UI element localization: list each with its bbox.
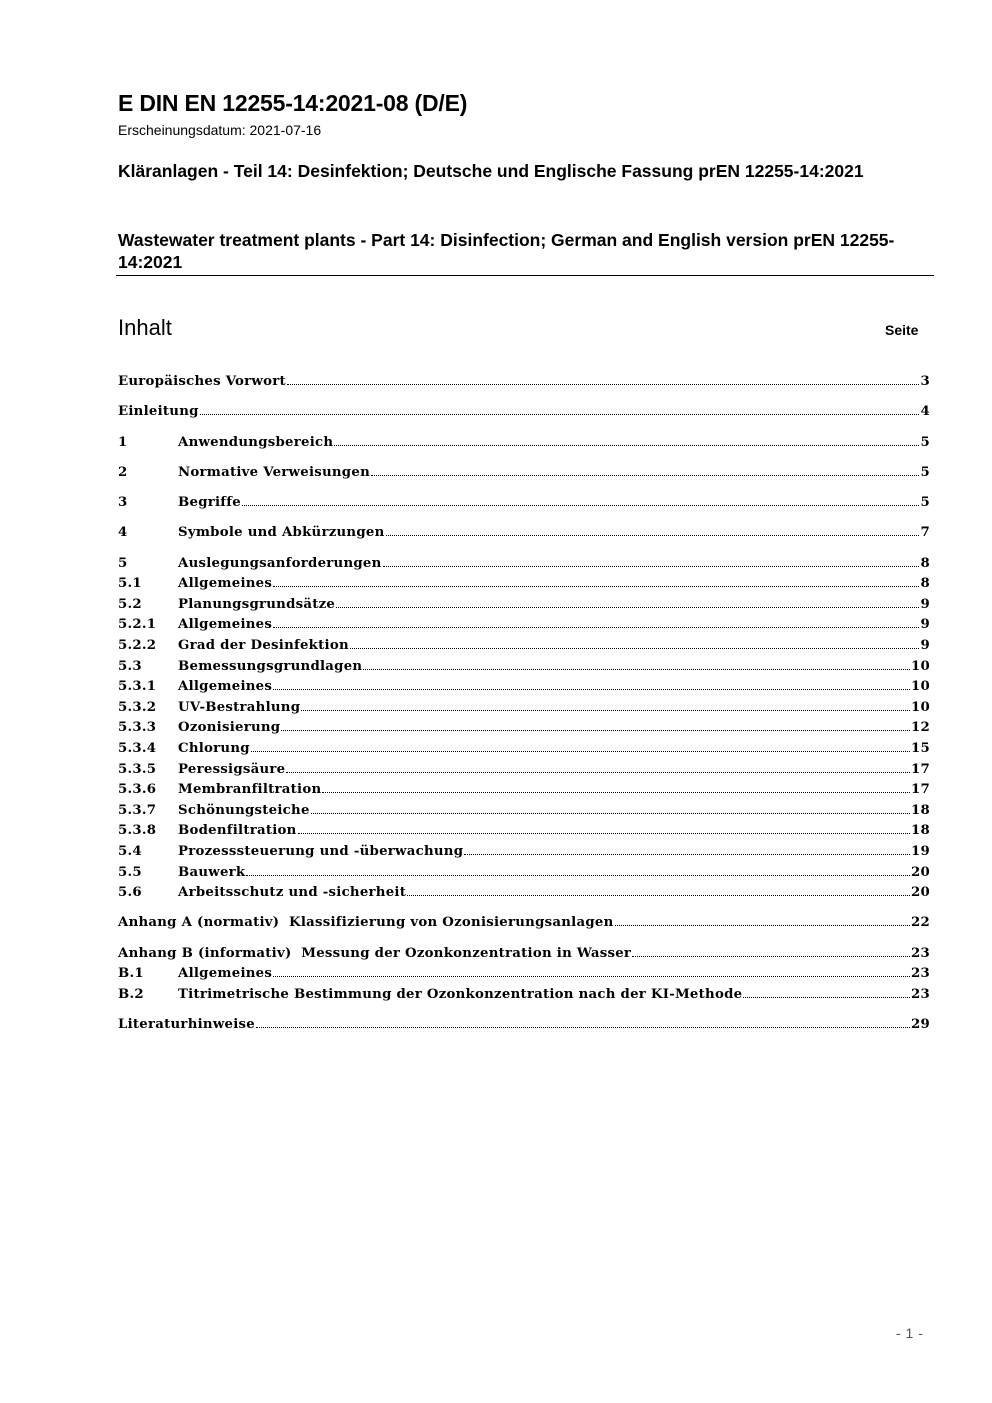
toc-entry-title: Anwendungsbereich: [178, 434, 334, 450]
toc-entry-number: 5.3.3: [118, 720, 157, 736]
toc-entry[interactable]: [118, 883, 930, 904]
toc-leader-dots: [322, 780, 910, 793]
toc-entry-number: 2: [118, 464, 128, 480]
toc-entry[interactable]: [118, 964, 930, 985]
toc-leader-dots: [298, 821, 910, 834]
toc-entry[interactable]: [118, 554, 930, 575]
toc-entry-title: Arbeitsschutz und -sicherheit: [178, 885, 407, 901]
table-of-contents: [118, 372, 930, 1036]
toc-entry-title: Bodenfiltration: [178, 823, 297, 839]
toc-entry-title: Literaturhinweise: [118, 1017, 255, 1033]
toc-entry-page: 15: [910, 741, 930, 757]
toc-entry-page: 9: [920, 617, 930, 633]
toc-entry-page: 9: [920, 638, 930, 654]
toc-entry-number: 5.3.4: [118, 741, 157, 757]
toc-entry-title: Titrimetrische Bestimmung der Ozonkonzentration nach der KI-Methode: [178, 986, 743, 1002]
toc-entry-page: 5: [920, 434, 930, 450]
toc-leader-dots: [286, 760, 910, 773]
toc-leader-dots: [407, 883, 910, 896]
toc-entry-number: 5.2.2: [118, 638, 157, 654]
toc-leader-dots: [281, 718, 910, 731]
toc-entry[interactable]: [118, 1015, 930, 1036]
toc-leader-dots: [363, 657, 910, 670]
title-german: Kläranlagen - Teil 14: Desinfektion; Deutsche und Englische Fassung prEN 12255-14:2021: [118, 161, 864, 181]
toc-entry-page: 5: [920, 464, 930, 480]
toc-heading: Inhalt: [118, 315, 172, 340]
toc-entry-page: 18: [910, 823, 930, 839]
toc-entry[interactable]: [118, 402, 930, 423]
toc-leader-dots: [334, 433, 919, 446]
toc-entry-number: 5.3.8: [118, 823, 157, 839]
toc-entry[interactable]: [118, 801, 930, 822]
toc-entry-page: 17: [910, 761, 930, 777]
toc-leader-dots: [632, 944, 910, 957]
toc-entry-title: Symbole und Abkürzungen: [178, 525, 385, 541]
toc-entry-page: 29: [910, 1017, 930, 1033]
toc-entry[interactable]: [118, 698, 930, 719]
toc-entry-title: Auslegungsanforderungen: [178, 555, 382, 571]
toc-leader-dots: [743, 985, 910, 998]
toc-entry-page: 20: [910, 885, 930, 901]
toc-leader-dots: [464, 842, 910, 855]
toc-leader-dots: [273, 677, 910, 690]
toc-entry-title: Chlorung: [178, 741, 250, 757]
toc-entry-title: Normative Verweisungen: [178, 464, 370, 480]
toc-entry-page: 10: [910, 658, 930, 674]
toc-entry-number: 5.4: [118, 844, 142, 859]
toc-entry-page: 19: [910, 844, 930, 859]
toc-entry-number: B.2: [118, 986, 144, 1002]
toc-entry-page: 7: [920, 525, 930, 541]
toc-leader-dots: [273, 615, 919, 628]
toc-entry-number: 3: [118, 495, 128, 511]
toc-entry-title: Anhang B (informativ) Messung der Ozonkonzentration in Wasser: [118, 945, 632, 961]
toc-entry-number: 5.3.2: [118, 699, 157, 715]
toc-entry-number: 5: [118, 555, 128, 571]
toc-entry-page: 8: [920, 555, 930, 571]
toc-entry[interactable]: [118, 595, 930, 616]
toc-leader-dots: [200, 402, 920, 415]
toc-leader-dots: [256, 1015, 910, 1028]
toc-entry-title: Allgemeines: [178, 966, 273, 982]
toc-entry-title: Ozonisierung: [178, 720, 281, 736]
toc-entry[interactable]: [118, 780, 930, 801]
toc-entry-number: 5.5: [118, 864, 142, 880]
toc-entry-number: 5.3.5: [118, 761, 157, 777]
toc-entry-page: 8: [920, 576, 930, 592]
toc-entry[interactable]: [118, 523, 930, 544]
toc-entry-number: 5.2: [118, 596, 142, 612]
toc-entry-page: 22: [910, 915, 930, 931]
toc-leader-dots: [615, 913, 910, 926]
toc-entry[interactable]: [118, 574, 930, 595]
toc-entry-page: 10: [910, 679, 930, 695]
toc-entry-page: 9: [920, 596, 930, 612]
toc-entry-title: Grad der Desinfektion: [178, 638, 349, 654]
toc-leader-dots: [386, 523, 920, 536]
toc-entry[interactable]: [118, 433, 930, 454]
toc-entry[interactable]: [118, 842, 930, 863]
toc-entry-number: 5.2.1: [118, 617, 157, 633]
toc-entry[interactable]: [118, 985, 930, 1006]
toc-entry-title: Begriffe: [178, 495, 241, 511]
toc-entry[interactable]: [118, 657, 930, 678]
toc-entry-page: 23: [910, 966, 930, 982]
toc-entry-page: 10: [910, 699, 930, 715]
toc-entry-title: Allgemeines: [178, 679, 273, 695]
toc-entry[interactable]: [118, 615, 930, 636]
toc-entry[interactable]: [118, 718, 930, 739]
toc-entry-number: 5.6: [118, 885, 142, 901]
toc-entry[interactable]: [118, 739, 930, 760]
page-number: - 1 -: [896, 1325, 924, 1341]
toc-entry-title: Bauwerk: [178, 864, 246, 880]
toc-entry-title: Allgemeines: [178, 617, 273, 633]
toc-entry-title: Schönungsteiche: [178, 802, 310, 818]
issue-date: Erscheinungsdatum: 2021-07-16: [118, 122, 322, 138]
toc-entry[interactable]: [118, 863, 930, 884]
toc-entry[interactable]: [118, 493, 930, 514]
toc-leader-dots: [371, 463, 919, 476]
toc-entry-number: 4: [118, 525, 128, 541]
toc-leader-dots: [242, 493, 920, 506]
toc-entry-title: Anhang A (normativ) Klassifizierung von Ozonisierungsanlagen: [118, 915, 614, 931]
toc-entry-number: 1: [118, 434, 128, 450]
toc-entry-page: 20: [910, 864, 930, 880]
toc-leader-dots: [273, 964, 910, 977]
toc-leader-dots: [246, 863, 910, 876]
toc-entry-title: Prozesssteuerung und -überwachung: [178, 844, 464, 859]
toc-entry[interactable]: [118, 677, 930, 698]
toc-entry-number: 5.3.1: [118, 679, 157, 695]
toc-entry-number: 5.3.7: [118, 802, 157, 818]
title-divider: [116, 275, 934, 276]
toc-entry-title: Europäisches Vorwort: [118, 374, 286, 389]
toc-entry-page: 12: [910, 720, 930, 736]
title-english: Wastewater treatment plants - Part 14: Disinfection; German and English version prEN 12255-14:2021: [118, 230, 895, 272]
toc-entry[interactable]: [118, 636, 930, 657]
toc-entry[interactable]: [118, 463, 930, 484]
toc-leader-dots: [273, 574, 919, 587]
toc-leader-dots: [350, 636, 920, 649]
toc-entry-number: 5.3.6: [118, 782, 157, 798]
toc-entry-title: Einleitung: [118, 404, 199, 420]
toc-leader-dots: [287, 372, 920, 385]
toc-leader-dots: [336, 595, 919, 608]
toc-entry-page: 23: [910, 945, 930, 961]
toc-entry-page: 3: [920, 374, 930, 389]
toc-entry-title: Allgemeines: [178, 576, 273, 592]
toc-leader-dots: [383, 554, 920, 567]
toc-entry-number: 5.3: [118, 658, 142, 674]
toc-entry-page: 5: [920, 495, 930, 511]
toc-entry-page: 17: [910, 782, 930, 798]
toc-entry-number: 5.1: [118, 576, 142, 592]
toc-entry-page: 23: [910, 986, 930, 1002]
document-id: E DIN EN 12255-14:2021-08 (D/E): [118, 90, 468, 116]
toc-entry-title: Membranfiltration: [178, 782, 322, 798]
toc-entry[interactable]: [118, 944, 930, 965]
toc-entry-number: B.1: [118, 966, 144, 982]
toc-entry-page: 18: [910, 802, 930, 818]
toc-entry[interactable]: [118, 372, 930, 393]
toc-leader-dots: [301, 698, 910, 711]
toc-entry-title: Peressigsäure: [178, 761, 286, 777]
toc-entry-page: 4: [920, 404, 930, 420]
toc-leader-dots: [251, 739, 910, 752]
toc-entry[interactable]: [118, 760, 930, 781]
toc-entry-title: Bemessungsgrundlagen: [178, 658, 363, 674]
toc-entry[interactable]: [118, 821, 930, 842]
toc-entry[interactable]: [118, 913, 930, 934]
toc-entry-title: UV-Bestrahlung: [178, 699, 301, 715]
toc-page-column-label: Seite: [885, 322, 919, 338]
toc-leader-dots: [311, 801, 910, 814]
toc-entry-title: Planungsgrundsätze: [178, 596, 336, 612]
